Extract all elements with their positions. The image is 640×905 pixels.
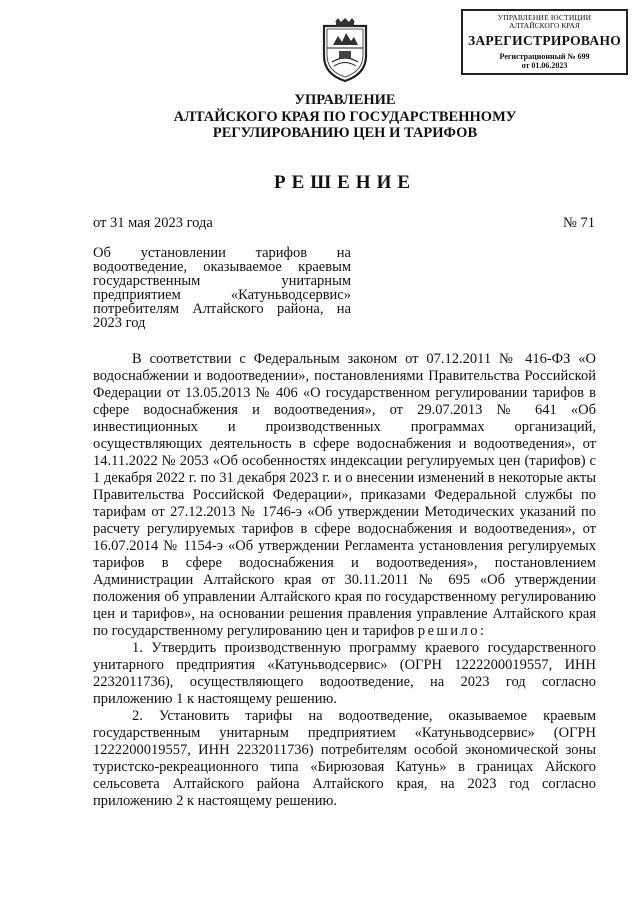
document-subject: Об установлении тарифов на водоотведение, оказываемое краевым государственным унитарным предприятием «Катуньводсервис» потребителям Алтайского района, на 2023 год <box>93 245 351 331</box>
document-body <box>93 351 596 810</box>
decision-keyword: решило: <box>417 623 487 639</box>
stamp-status: ЗАРЕГИСТРИРОВАНО <box>467 33 622 48</box>
preamble-paragraph <box>93 351 596 640</box>
registration-stamp <box>461 9 628 75</box>
document-date: от 31 мая 2023 года <box>93 215 213 231</box>
clause-2-paragraph: 2. Установить тарифы на водоотведение, оказываемое краевым государственным унитарным предприятием «Катуньводсервис» (ОГРН 1222200019557, ИНН 2232011736) потребителям особой экономической зоны туристско-рекреационного типа «Бирюзовая Катунь» в границах Айского сельсовета Алтайского района Алтайского края, на 2023 год согласно приложению 2 к настоящему решению. <box>93 708 596 809</box>
stamp-reg-number: Регистрационный № 699 <box>499 52 590 61</box>
preamble-text: В соответствии с Федеральным законом от 07.12.2011 № 416-ФЗ «О водоснабжении и водоотведении», постановлениями Правительства Российской Федерации от 13.05.2013 № 406 «О государственном регулировании тарифов в сфере водоснабжения и водоотведения», от 29.07.2013 № 641 «Об инвестиционных и производственных программах организаций, осуществляющих деятельность в сфере водоснабжения и водоотведения», от 14.11.2022 № 2053 «Об особенностях индексации регулируемых цен (тарифов) с 1 декабря 2022 г. по 31 декабря 2023 г. и о внесении изменений в некоторые акты Правительства Российской Федерации», приказами Федеральной службы по тарифам от 27.12.2013 № 1746-э «Об утверждении Методических указаний по расчету регулируемых тарифов в сфере водоснабжения и водоотведения», от 16.07.2014 № 1154-э «Об утверждении Регламента установления регулируемых тарифов в сфере водоснабжения и водоотведения», постановлением Администрации Алтайского края от 30.11.2011 № 695 «Об утверждении положения об управлении Алтайского края по государственному регулированию цен и тарифов», на основании решения правления управление Алтайского края по государственному регулированию цен и тарифов <box>93 351 596 639</box>
stamp-authority-line2: АЛТАЙСКОГО КРАЯ <box>509 21 580 30</box>
org-line-2: АЛТАЙСКОГО КРАЯ ПО ГОСУДАРСТВЕННОМУ <box>173 108 517 125</box>
organization-header <box>90 92 600 142</box>
stamp-authority-line1: УПРАВЛЕНИЕ ЮСТИЦИИ <box>497 13 592 22</box>
clause-1-paragraph: 1. Утвердить производственную программу краевого государственного унитарного предприятия «Катуньводсервис» (ОГРН 1222200019557, ИНН 2232011736), осуществляющего водоотведение, на 2023 год согласно приложению 1 к настоящему решению. <box>93 640 596 707</box>
coat-of-arms-emblem <box>318 18 372 84</box>
document-number: № 71 <box>563 215 595 231</box>
org-line-1: УПРАВЛЕНИЕ <box>294 92 396 108</box>
document-title: РЕШЕНИЕ <box>273 172 417 193</box>
stamp-reg-date: от 01.06.2023 <box>521 61 568 70</box>
org-line-3: РЕГУЛИРОВАНИЮ ЦЕН И ТАРИФОВ <box>212 125 478 141</box>
